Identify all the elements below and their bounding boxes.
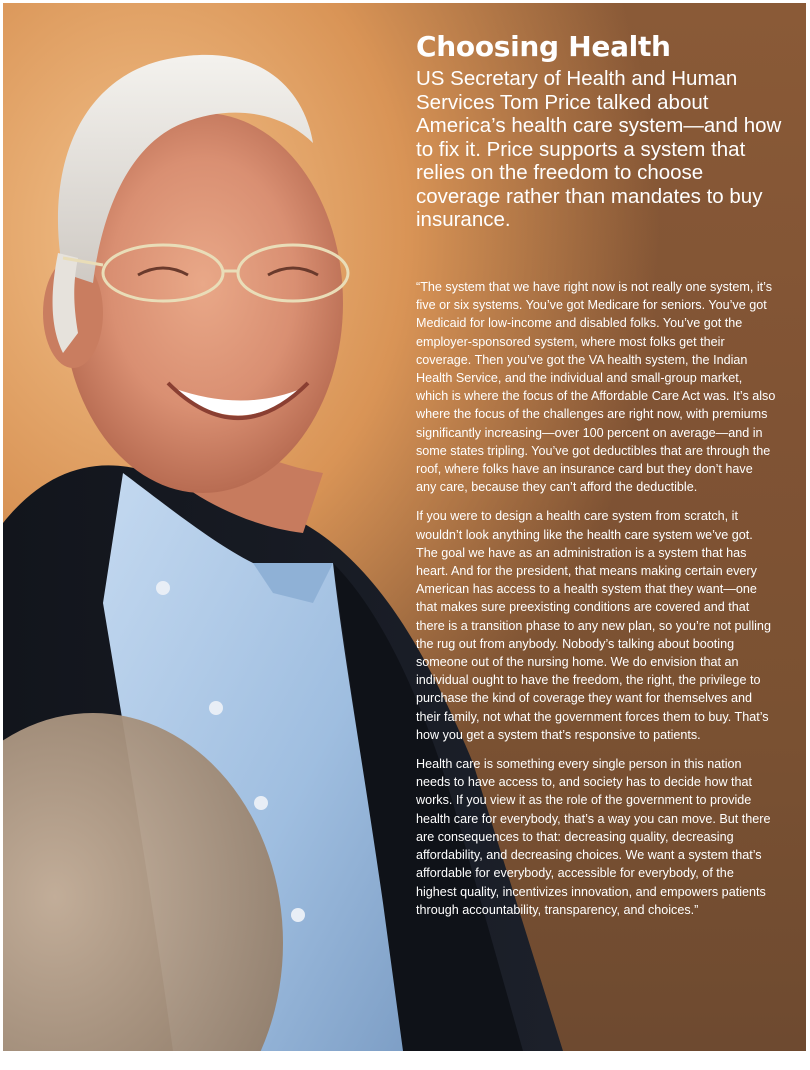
article-dek: US Secretary of Health and Human Services Tom Price talked about America’s health care system—and how to fix it. Price supports a system that relies on the freedom to choose coverage rather than mandates to buy insurance. [416,67,782,231]
article-title: Choosing Health [416,30,671,63]
headline-block [416,29,786,232]
portrait-photo-panel [3,3,806,1051]
body-paragraph: Health care is something every single person in this nation needs to have access to, and society has to decide how that works. If you view it as the role of the government to provide health care for everybody, that’s a way you can move. But there are consequences to that: decreasing quality, decreasing affordability, and decreasing choices. We want a system that’s affordable for everybody, accessible for everybody, of the highest quality, incentivizes innovation, and empowers patients through accountability, transparency, and choices.” [416,757,771,917]
body-paragraph: If you were to design a health care system from scratch, it wouldn’t look anything like the health care system we’ve got. The goal we have as an administration is a system that has heart. And for the president, that means making certain every American has access to a health system that they want—one that makes sure preexisting conditions are covered and that there is a transition phase to any new plan, so you’re not pulling the rug out from anybody. Nobody’s talking about booting someone out of the nursing home. We do envision that an individual ought to have the freedom, the right, the privilege to purchase the kind of coverage they want for themselves and their family, not what the government forces them to buy. That’s how you get a system that’s responsive to patients. [416,509,771,742]
body-paragraph: “The system that we have right now is not really one system, it’s five or six systems. You’ve got Medicare for seniors. You’ve got Medicaid for low-income and disabled folks. You’ve got the employer-sponsored system, where most folks get their coverage. Then you’ve got the VA health system, the Indian Health Service, and the individual and small-group market, which is where the focus of the Affordable Care Act was. It’s also where the focus of the challenges are right now, with premiums significantly increasing—over 100 percent on average—and in some states tripling. You’ve got deductibles that are through the roof, where folks have an insurance card but they don’t have any care, because they can’t afford the deductible. [416,280,776,495]
article-body [416,278,776,930]
